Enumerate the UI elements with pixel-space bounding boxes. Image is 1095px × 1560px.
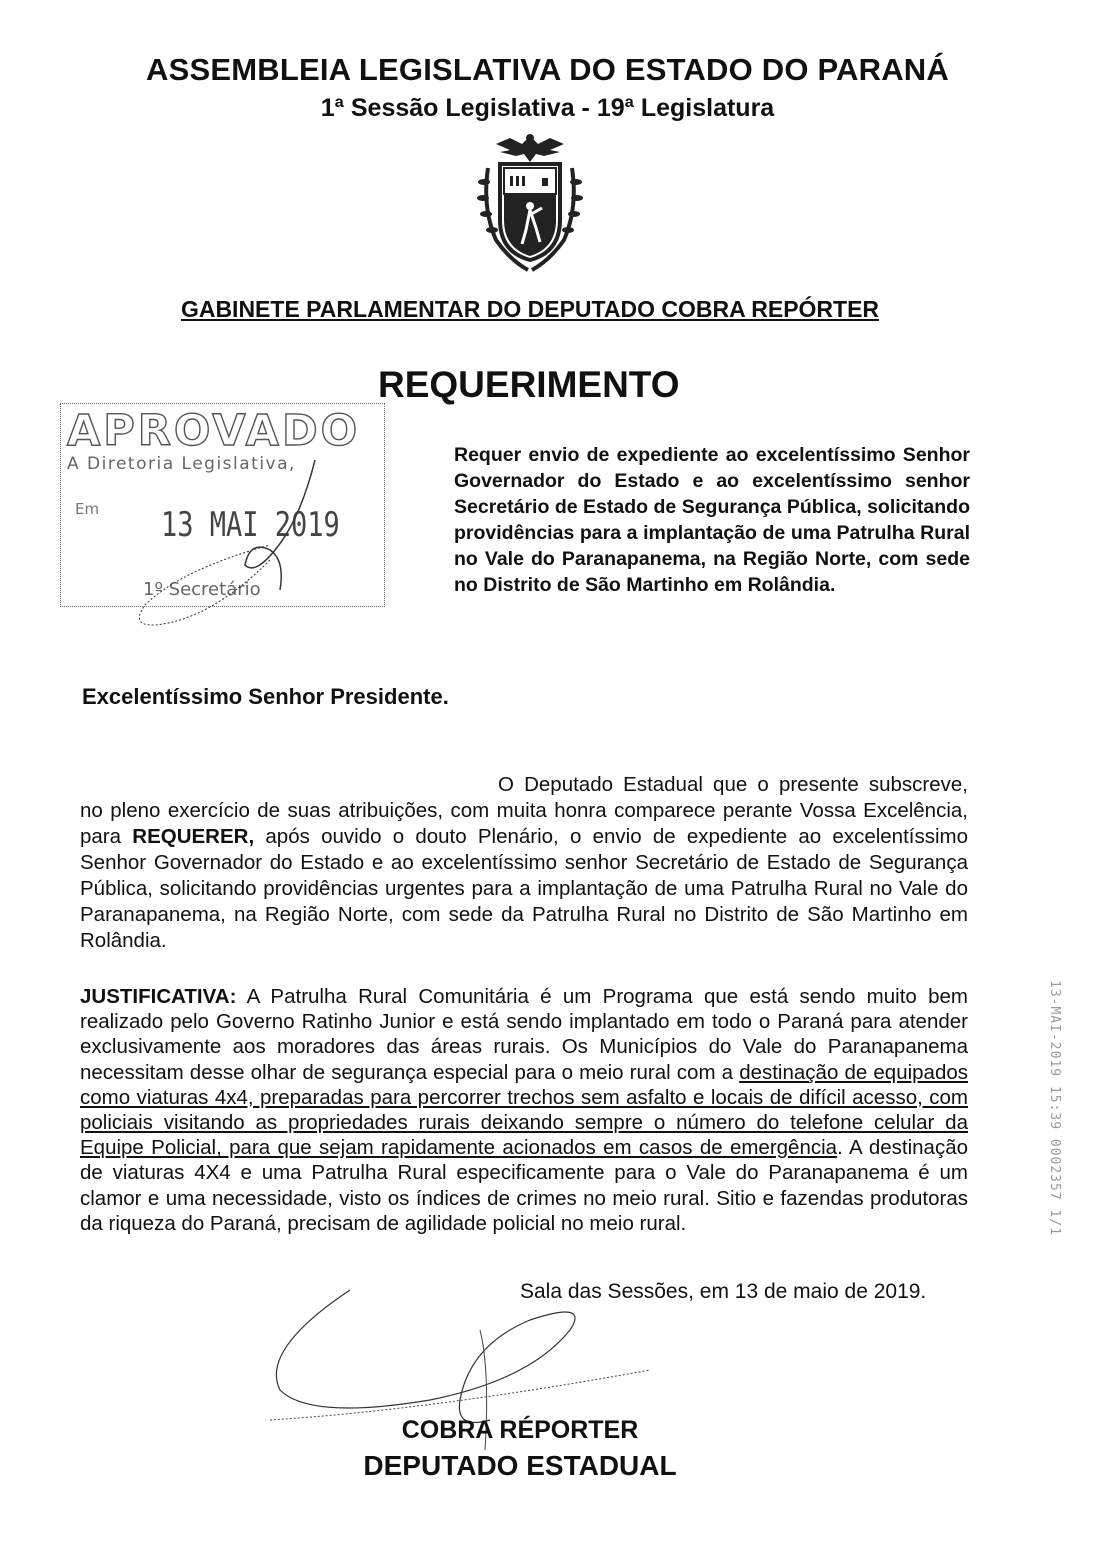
justification-paragraph bbox=[80, 984, 968, 1236]
justification-part1: A Patrulha Rural Comunitária é um Programa que está sendo muito bem realizado pelo Governo Ratinho Junior e está sendo implantado em todo o Paraná para atender exclusivamente aos moradores das áreas rurais. Os Municípios do Vale do Paranapanema necessitam desse olhar de segurança especial para o meio rural com a bbox=[80, 985, 968, 1084]
stamp-department: A Diretoria Legislativa, bbox=[67, 454, 296, 474]
assembly-title: ASSEMBLEIA LEGISLATIVA DO ESTADO DO PARANÁ bbox=[146, 52, 949, 87]
session-subtitle: 1ª Sessão Legislativa - 19ª Legislatura bbox=[320, 94, 775, 122]
session-date-line: Sala das Sessões, em 13 de maio de 2019. bbox=[520, 1280, 927, 1303]
stamp-em-label: Em bbox=[75, 500, 100, 518]
justification-label: JUSTIFICATIVA: bbox=[80, 985, 237, 1008]
stamp-date: 13 MAI 2019 bbox=[161, 506, 340, 545]
salutation: Excelentíssimo Senhor Presidente. bbox=[82, 684, 449, 709]
protocol-side-stamp bbox=[1030, 980, 1070, 1440]
request-summary: Requer envio de expediente ao excelentíssimo Senhor Governador do Estado e ao excelentíssimo senhor Secretário de Estado de Segurança Pública, solicitando providências para a implantação de uma Patrulha Rural no Vale do Paranapanema, na Região Norte, com sede no Distrito de São Martinho em Rolândia. bbox=[454, 444, 970, 596]
stamp-signature-scribble bbox=[60, 400, 400, 640]
parana-coat-of-arms-icon bbox=[470, 128, 590, 278]
office-heading: GABINETE PARLAMENTAR DO DEPUTADO COBRA REPÓRTER bbox=[180, 296, 880, 322]
document-type-title: REQUERIMENTO bbox=[378, 364, 680, 405]
body-emphasis: REQUERER, bbox=[132, 825, 255, 848]
stamp-signer-role: 1º Secretário bbox=[143, 579, 261, 600]
stamp-status: APROVADO bbox=[67, 406, 361, 456]
justification-part2: . A destinação de viaturas 4X4 e uma Patrulha Rural especificamente para o Vale do Paranapanema é um clamor e uma necessidade, visto os índices de crimes no meio rural. Sitio e fazendas produtoras da riqueza do Paraná, precisam de agilidade policial no meio rural. bbox=[80, 1136, 969, 1235]
justification-underlined: destinação de equipados como viaturas 4x4, preparadas para percorrer trechos sem asfalto e locais de difícil acesso, com policiais visitando as propriedades rurais deixando sempre o número do telefone celular da Equipe Policial, para que sejam rapidamente acionados em casos de emergência bbox=[80, 1060, 969, 1160]
signer-role: DEPUTADO ESTADUAL bbox=[363, 1450, 677, 1481]
protocol-text: 13-MAI-2019 15:39 0002357 1/1 bbox=[1047, 980, 1062, 1236]
body-part2: após ouvido o douto Plenário, o envio de expediente ao excelentíssimo Senhor Governador do Estado e ao excelentíssimo senhor Secretário de Estado de Segurança Pública, solicitando providências urgentes para a implantação de uma Patrulha Rural no Vale do Paranapanema, na Região Norte, com sede da Patrulha Rural no Distrito de São Martinho em Rolândia. bbox=[80, 825, 968, 952]
request-body bbox=[80, 772, 968, 954]
signer-name: COBRA RÉPORTER bbox=[401, 1416, 639, 1444]
body-part1: O Deputado Estadual que o presente subscreve, no pleno exercício de suas atribuições, com muita honra comparece perante Vossa Excelência, para bbox=[80, 773, 968, 848]
